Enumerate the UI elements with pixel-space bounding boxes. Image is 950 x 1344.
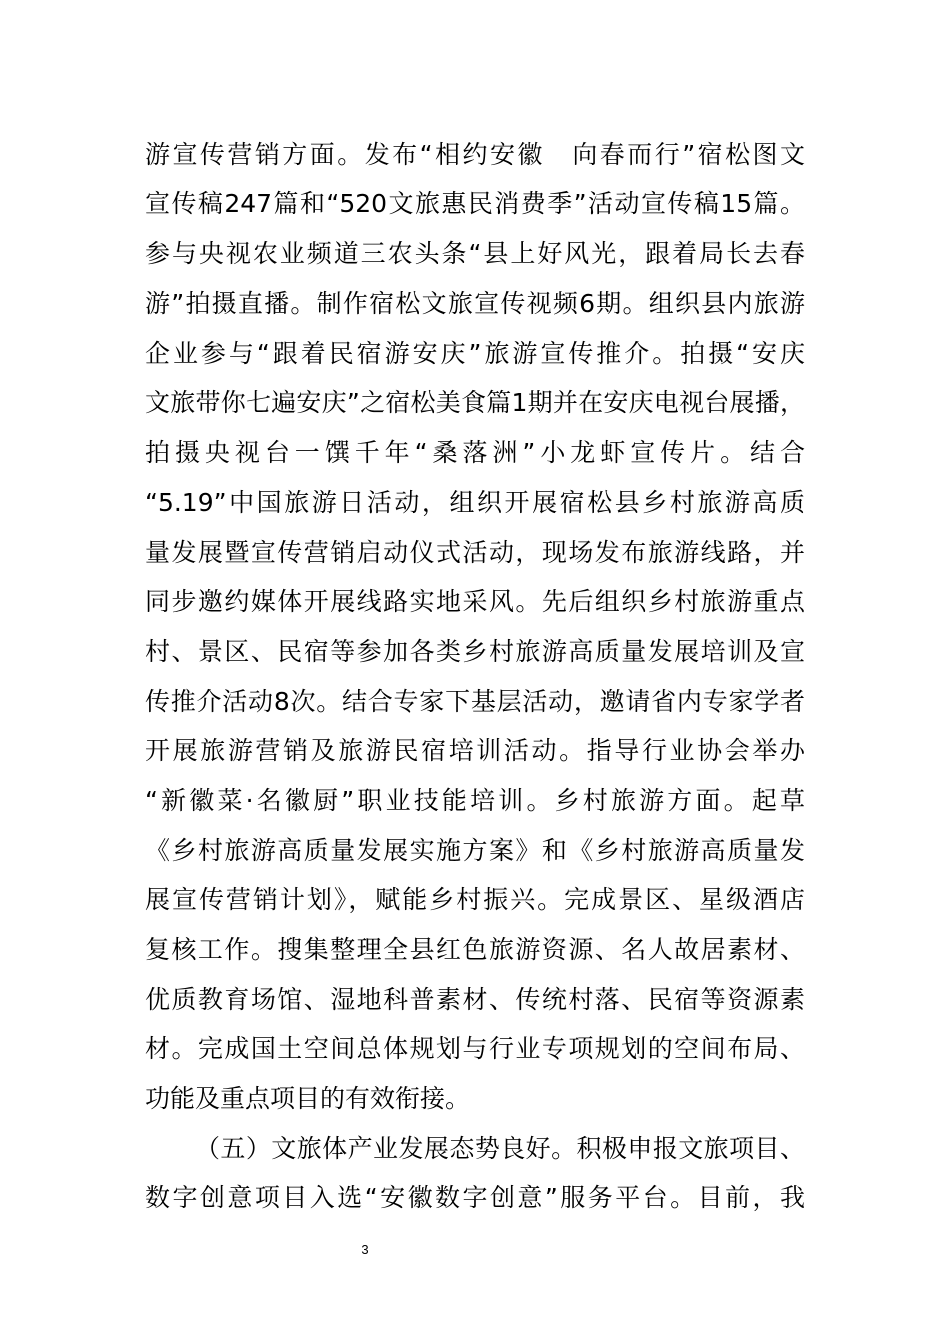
text-line: 文旅带你七遍安庆”之宿松美食篇1期并在安庆电视台展播， xyxy=(145,388,805,417)
text-line: 传推介活动8次。结合专家下基层活动，邀请省内专家学者 xyxy=(145,687,805,716)
text-line: 企业参与“跟着民宿游安庆”旅游宣传推介。拍摄“安庆 xyxy=(145,339,805,368)
text-line: 优质教育场馆、湿地科普素材、传统村落、民宿等资源素 xyxy=(145,985,805,1014)
text-line: 量发展暨宣传营销启动仪式活动，现场发布旅游线路，并 xyxy=(145,538,805,567)
text-line: 数字创意项目入选“安徽数字创意”服务平台。目前，我 xyxy=(145,1183,805,1212)
text-line: 开展旅游营销及旅游民宿培训活动。指导行业协会举办 xyxy=(145,736,805,765)
text-line: 功能及重点项目的有效衔接。 xyxy=(145,1084,471,1113)
text-line: 拍摄央视台一馔千年“桑落洲”小龙虾宣传片。结合 xyxy=(145,438,805,467)
text-line: 同步邀约媒体开展线路实地采风。先后组织乡村旅游重点 xyxy=(145,587,805,616)
text-line: 游宣传营销方面。发布“相约安徽 向春而行”宿松图文 xyxy=(145,140,805,169)
text-line: 复核工作。搜集整理全县红色旅游资源、名人故居素材、 xyxy=(145,935,805,964)
text-line: 材。完成国土空间总体规划与行业专项规划的空间布局、 xyxy=(145,1034,805,1063)
text-line: 游”拍摄直播。制作宿松文旅宣传视频6期。组织县内旅游 xyxy=(145,289,805,318)
text-line: “新徽菜·名徽厨”职业技能培训。乡村旅游方面。起草 xyxy=(145,786,805,815)
text-line: 村、景区、民宿等参加各类乡村旅游高质量发展培训及宣 xyxy=(145,637,805,666)
text-line: 参与央视农业频道三农头条“县上好风光，跟着局长去春 xyxy=(145,239,805,268)
text-line: 《乡村旅游高质量发展实施方案》和《乡村旅游高质量发 xyxy=(145,836,805,865)
text-line: （五）文旅体产业发展态势良好。积极申报文旅项目、 xyxy=(195,1134,805,1163)
text-line: 宣传稿247篇和“520文旅惠民消费季”活动宣传稿15篇。 xyxy=(145,189,805,218)
page-number: 3 xyxy=(361,1242,369,1257)
text-line: 展宣传营销计划》，赋能乡村振兴。完成景区、星级酒店 xyxy=(145,885,805,914)
text-line: “5.19”中国旅游日活动，组织开展宿松县乡村旅游高质 xyxy=(145,488,805,517)
